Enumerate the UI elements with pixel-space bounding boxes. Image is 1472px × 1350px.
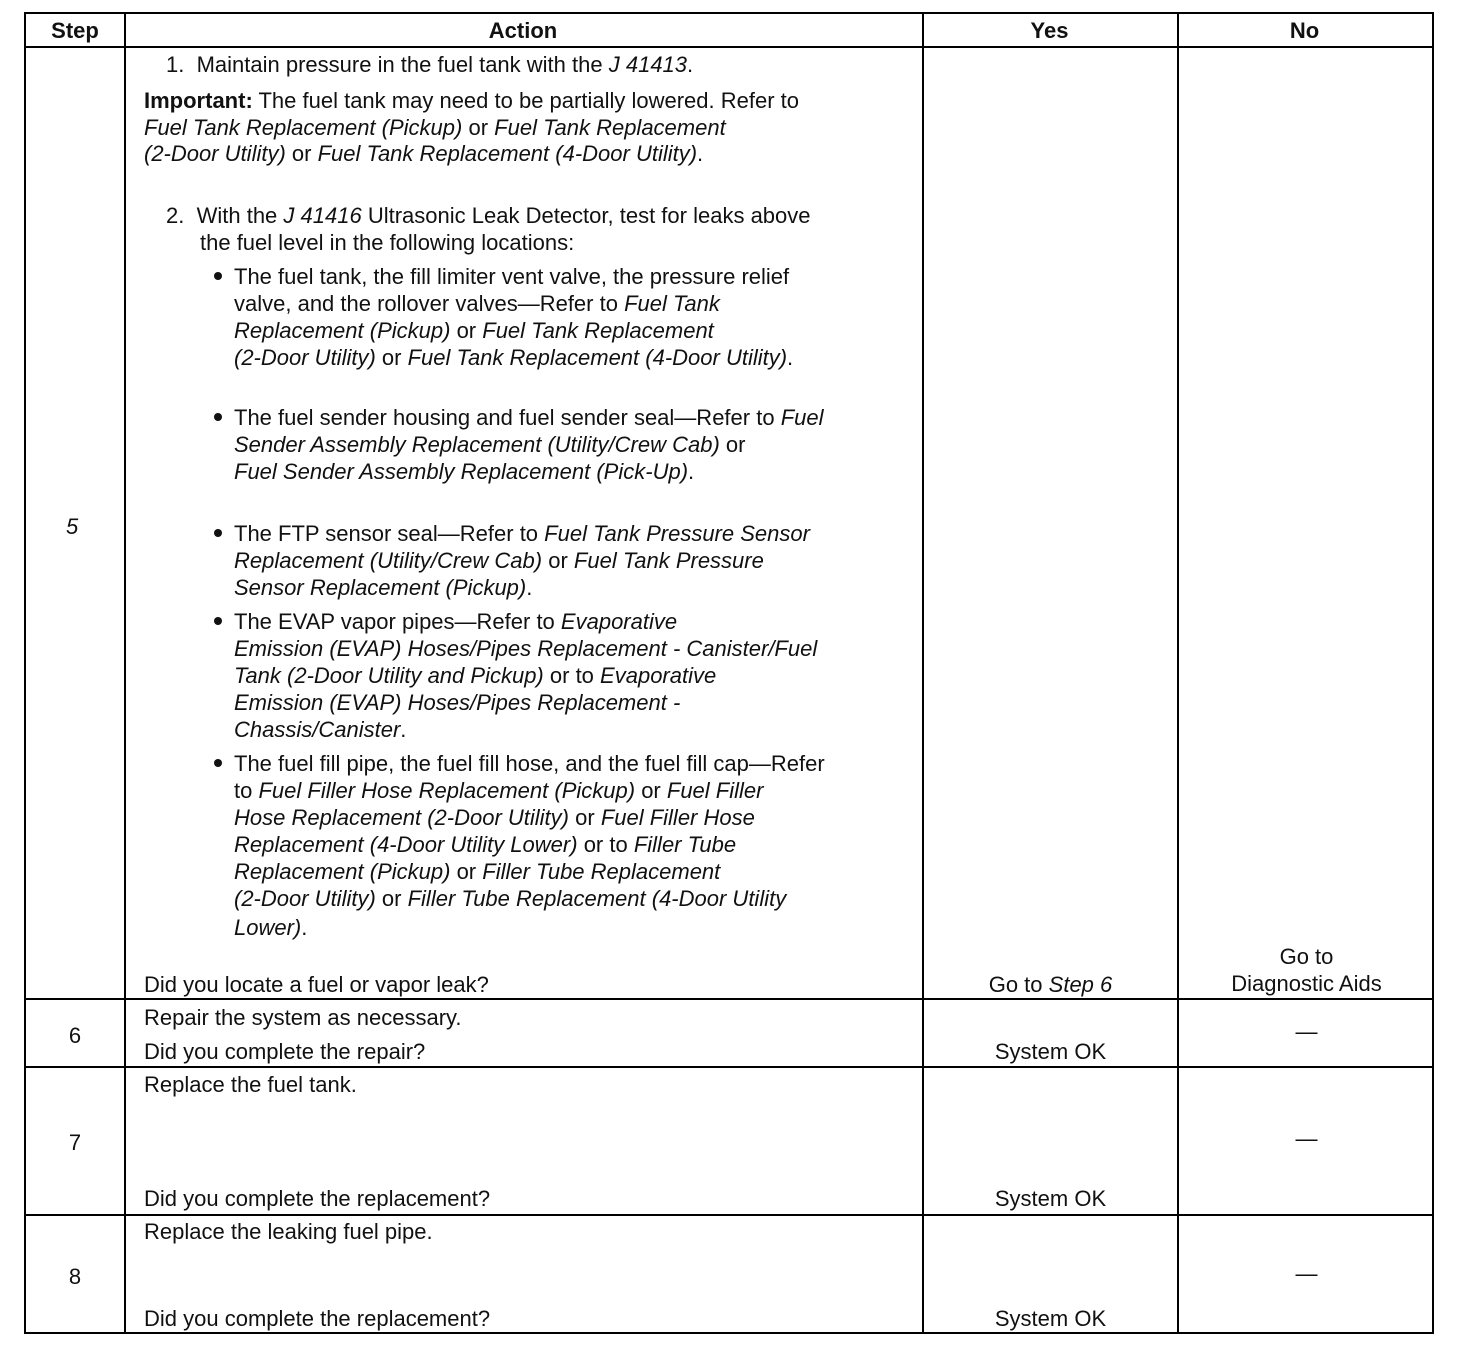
- step5-question: Did you locate a fuel or vapor leak?: [144, 972, 489, 997]
- bullet-4-line1: The EVAP vapor pipes—Refer to Evaporative: [234, 609, 678, 634]
- action-item-2-line1: 2. With the J 41416 Ultrasonic Leak Detector, test for leaks above: [166, 203, 811, 228]
- step7-action: Replace the fuel tank.: [144, 1072, 357, 1097]
- bullet-5-line6: (2-Door Utility) or Filler Tube Replacement (4-Door Utility: [234, 886, 787, 911]
- bullet-1-line1: The fuel tank, the fill limiter vent valve, the pressure relief: [234, 264, 790, 289]
- step-number: 7: [68, 1130, 82, 1155]
- step6-action: Repair the system as necessary.: [144, 1005, 462, 1030]
- bullet-1-line3: Replacement (Pickup) or Fuel Tank Replacement: [234, 318, 714, 343]
- bullet-2-line3: Fuel Sender Assembly Replacement (Pick-Up).: [234, 459, 695, 484]
- col-divider: [124, 14, 126, 1332]
- bullet-3-line3: Sensor Replacement (Pickup).: [234, 575, 533, 600]
- step7-question: Did you complete the replacement?: [144, 1186, 491, 1211]
- bullet-3-line1: The FTP sensor seal—Refer to Fuel Tank Pressure Sensor: [234, 521, 810, 546]
- bullet-icon: [214, 617, 222, 625]
- step5-yes: Go to Step 6: [988, 972, 1113, 997]
- step8-yes: System OK: [994, 1306, 1107, 1331]
- bullet-icon: [214, 529, 222, 537]
- step6-yes: System OK: [994, 1039, 1107, 1064]
- step-number: 8: [68, 1264, 82, 1289]
- step5-no-line2: Diagnostic Aids: [1231, 971, 1382, 996]
- important-note-line3: (2-Door Utility) or Fuel Tank Replacement (4-Door Utility).: [144, 141, 704, 166]
- step8-question: Did you complete the replacement?: [144, 1306, 491, 1331]
- step-number: 5: [66, 514, 79, 539]
- step8-no: —: [1295, 1261, 1318, 1286]
- bullet-5-line4: Replacement (4-Door Utility Lower) or to Filler Tube: [234, 832, 737, 857]
- bullet-5-line2: to Fuel Filler Hose Replacement (Pickup) or Fuel Filler: [234, 778, 764, 803]
- action-item-1: 1. Maintain pressure in the fuel tank with the J 41413.: [166, 52, 694, 77]
- bullet-icon: [214, 759, 222, 767]
- bullet-5-line7: Lower).: [234, 915, 308, 940]
- step6-question: Did you complete the repair?: [144, 1039, 426, 1064]
- bullet-3-line2: Replacement (Utility/Crew Cab) or Fuel Tank Pressure: [234, 548, 764, 573]
- bullet-1-line4: (2-Door Utility) or Fuel Tank Replacement (4-Door Utility).: [234, 345, 794, 370]
- step7-no: —: [1295, 1126, 1318, 1151]
- bullet-2-line2: Sender Assembly Replacement (Utility/Crew Cab) or: [234, 432, 746, 457]
- bullet-icon: [214, 413, 222, 421]
- bullet-5-line1: The fuel fill pipe, the fuel fill hose, and the fuel fill cap—Refer: [234, 751, 825, 776]
- step5-no-line1: Go to: [1279, 944, 1334, 969]
- col-divider: [922, 14, 924, 1332]
- bullet-icon: [214, 272, 222, 280]
- diagnostic-table: [24, 12, 1434, 1334]
- row-divider: [26, 46, 1432, 48]
- row-divider: [26, 1066, 1432, 1068]
- bullet-4-line4: Emission (EVAP) Hoses/Pipes Replacement -: [234, 690, 681, 715]
- bullet-4-line5: Chassis/Canister.: [234, 717, 407, 742]
- bullet-4-line2: Emission (EVAP) Hoses/Pipes Replacement - Canister/Fuel: [234, 636, 818, 661]
- step7-yes: System OK: [994, 1186, 1107, 1211]
- header-action: Action: [488, 18, 558, 43]
- bullet-5-line3: Hose Replacement (2-Door Utility) or Fuel Filler Hose: [234, 805, 755, 830]
- step8-action: Replace the leaking fuel pipe.: [144, 1219, 433, 1244]
- header-step: Step: [51, 18, 99, 43]
- action-item-2-line2: the fuel level in the following locations:: [200, 230, 575, 255]
- bullet-4-line3: Tank (2-Door Utility and Pickup) or to Evaporative: [234, 663, 717, 688]
- header-yes: Yes: [1030, 18, 1069, 43]
- bullet-2-line1: The fuel sender housing and fuel sender seal—Refer to Fuel: [234, 405, 824, 430]
- header-no: No: [1289, 18, 1320, 43]
- row-divider: [26, 998, 1432, 1000]
- step-number: 6: [68, 1023, 82, 1048]
- important-note-line1: Important: The fuel tank may need to be partially lowered. Refer to: [144, 88, 799, 113]
- bullet-5-line5: Replacement (Pickup) or Filler Tube Replacement: [234, 859, 721, 884]
- important-note-line2: Fuel Tank Replacement (Pickup) or Fuel Tank Replacement: [144, 115, 726, 140]
- bullet-1-line2: valve, and the rollover valves—Refer to Fuel Tank: [234, 291, 720, 316]
- step6-no: —: [1295, 1019, 1318, 1044]
- row-divider: [26, 1214, 1432, 1216]
